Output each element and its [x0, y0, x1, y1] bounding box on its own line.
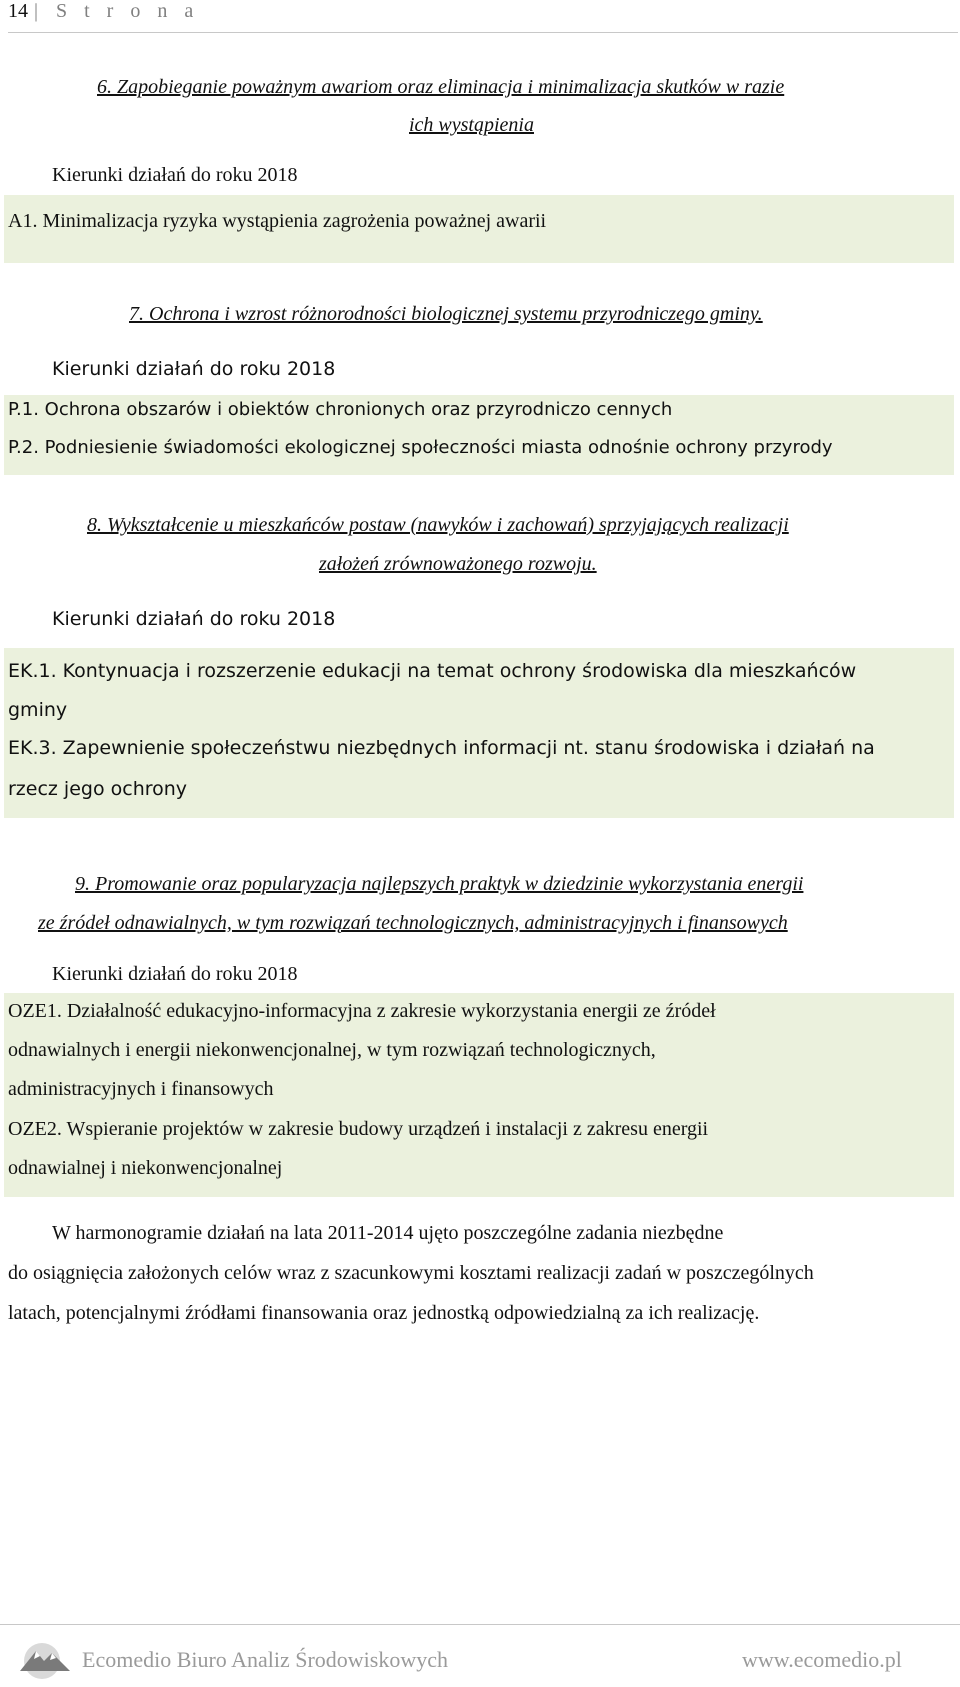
section7-number: 7. [129, 303, 144, 325]
closing-line2: do osiągnięcia założonych celów wraz z szacunkowymi kosztami realizacji zadań w poszczególnych [8, 1262, 814, 1284]
footer-url: www.ecomedio.pl [742, 1647, 902, 1672]
page-separator: | [34, 0, 39, 22]
page-footer [0, 1624, 960, 1687]
item-oze1-line1: OZE1. Działalność edukacyjno-informacyjna z zakresie wykorzystania energii ze źródeł [8, 1000, 716, 1022]
section6-heading [97, 76, 784, 99]
item-ek3-line1: EK.3. Zapewnienie społeczeństwu niezbędnych informacji nt. stanu środowiska i działań na [8, 737, 875, 759]
closing-line3: latach, potencjalnymi źródłami finansowania oraz jednostką odpowiedzialną za ich realizację. [8, 1302, 760, 1324]
section9-number: 9. [75, 873, 90, 895]
section8-directions-label: Kierunki działań do roku 2018 [52, 608, 336, 630]
closing-line1: W harmonogramie działań na lata 2011-2014 ujęto poszczególne zadania niezbędne [52, 1222, 724, 1244]
item-oze1-line2: odnawialnych i energii niekonwencjonalnej, w tym rozwiązań technologicznych, [8, 1039, 656, 1061]
section9-title-line2: ze źródeł odnawialnych, w tym rozwiązań technologicznych, administracyjnych i finansowych [38, 912, 788, 934]
item-p1: P.1. Ochrona obszarów i obiektów chronionych oraz przyrodniczo cennych [8, 399, 673, 420]
item-a1: A1. Minimalizacja ryzyka wystąpienia zagrożenia poważnej awarii [8, 210, 547, 232]
section7-directions-label: Kierunki działań do roku 2018 [52, 358, 336, 380]
section9-heading [75, 873, 803, 896]
section6-directions-box [4, 195, 954, 263]
item-p2: P.2. Podniesienie świadomości ekologicznej społeczności miasta odnośnie ochrony przyrody [8, 437, 833, 458]
section9-directions-label: Kierunki działań do roku 2018 [52, 963, 298, 985]
page-word: S t r o n a [56, 0, 200, 22]
page-number: 14 [8, 0, 28, 22]
footer-company: Ecomedio Biuro Analiz Środowiskowych [82, 1647, 449, 1672]
item-ek1-line2: gminy [8, 699, 68, 721]
section6-directions-label: Kierunki działań do roku 2018 [52, 164, 298, 186]
page-header [8, 0, 958, 33]
section6-number: 6. [97, 76, 112, 98]
section8-title-line2: założeń zrównoważonego rozwoju. [319, 553, 597, 575]
item-ek1-line1: EK.1. Kontynuacja i rozszerzenie edukacji na temat ochrony środowiska dla mieszkańców [8, 660, 857, 682]
section8-heading [87, 514, 789, 537]
section9-title-line1: Promowanie oraz popularyzacja najlepszych praktyk w dziedzinie wykorzystania energii [95, 873, 804, 895]
item-oze2-line1: OZE2. Wspieranie projektów w zakresie budowy urządzeń i instalacji z zakresu energii [8, 1118, 709, 1140]
item-oze2-line2: odnawialnej i niekonwencjonalnej [8, 1157, 283, 1179]
section7-heading [129, 303, 763, 326]
section6-title-line2: ich wystąpienia [409, 114, 534, 136]
section6-title-line1: Zapobieganie poważnym awariom oraz eliminacja i minimalizacja skutków w razie [117, 76, 785, 98]
section8-number: 8. [87, 514, 102, 536]
ecomedio-logo-icon [14, 1637, 76, 1681]
section7-directions-box [4, 395, 954, 475]
item-ek3-line2: rzecz jego ochrony [8, 778, 188, 800]
section8-title-line1: Wykształcenie u mieszkańców postaw (nawyków i zachowań) sprzyjających realizacji [107, 514, 789, 536]
item-oze1-line3: administracyjnych i finansowych [8, 1078, 274, 1100]
section7-title: Ochrona i wzrost różnorodności biologicznej systemu przyrodniczego gminy. [149, 303, 763, 325]
